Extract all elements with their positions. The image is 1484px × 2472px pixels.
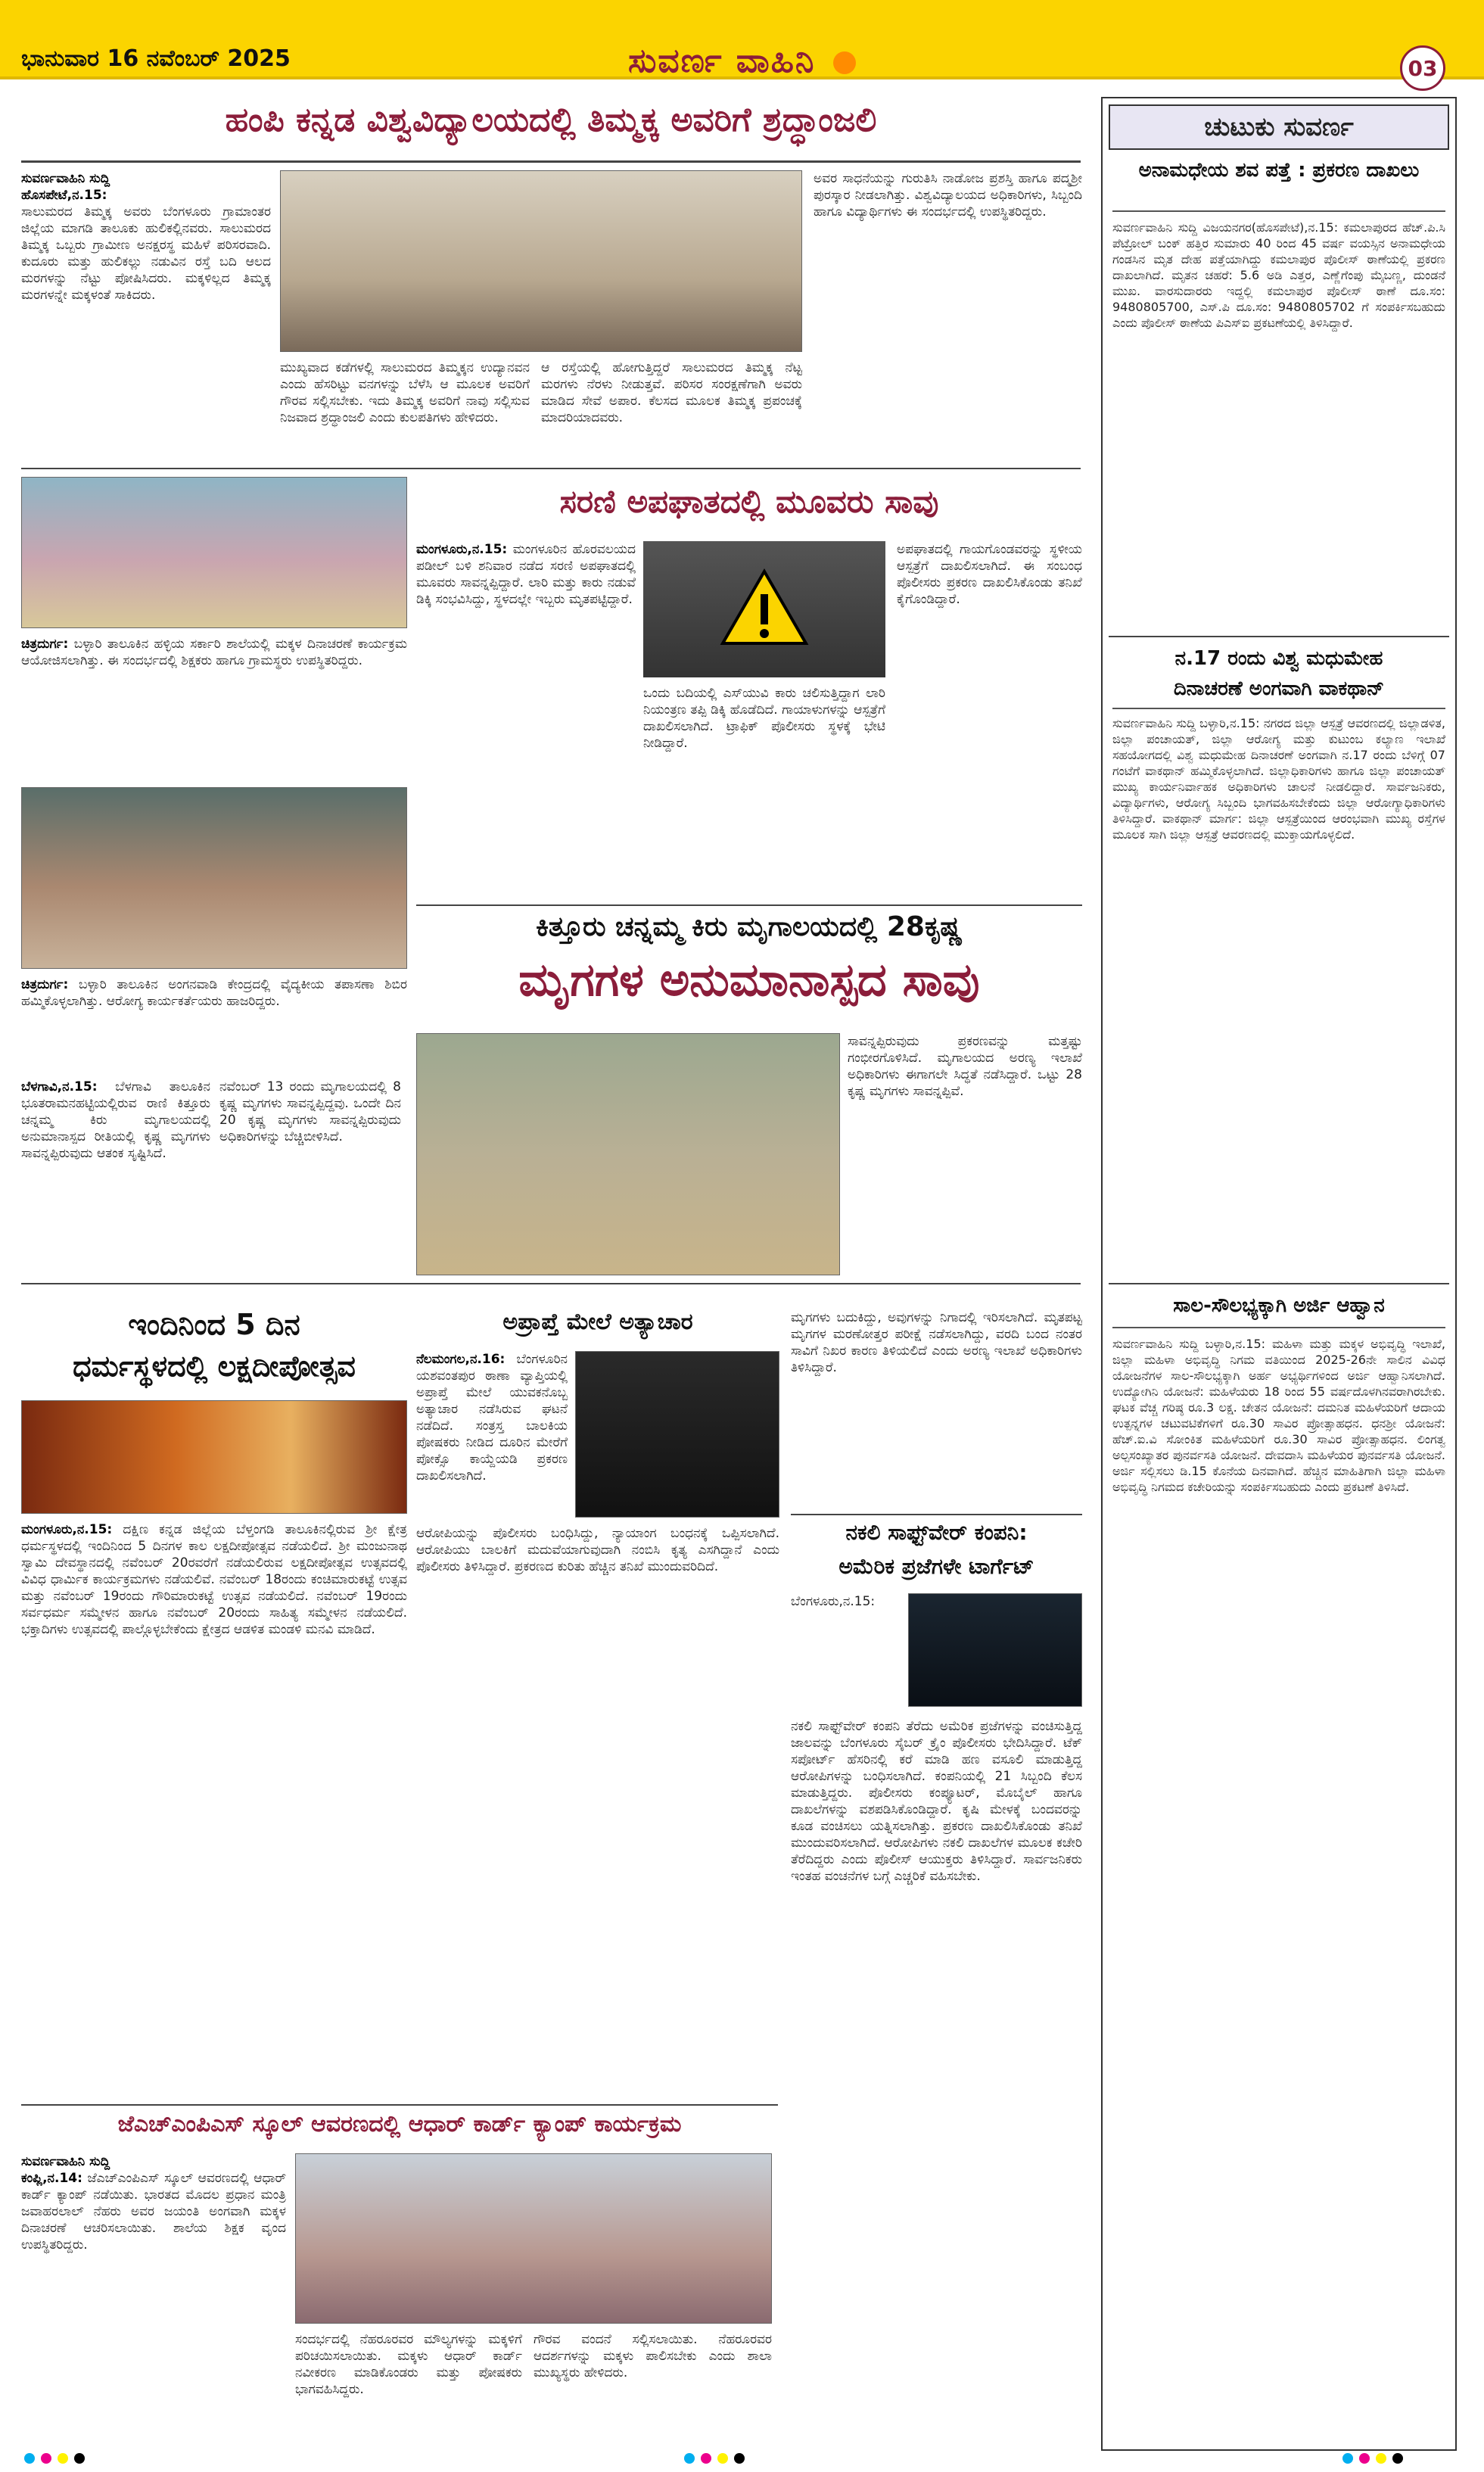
a7-headline: ಅಪ್ರಾಪ್ತೆ ಮೇಲೆ ಅತ್ಯಾಚಾರ: [502, 1309, 693, 1335]
a5-headline-1: ಕಿತ್ತೂರು ಚನ್ನಮ್ಮ ಕಿರು ಮೃಗಾಲಯದಲ್ಲಿ 28ಕೃಷ್ಣ: [536, 912, 963, 942]
a8-place: ಬೆಂಗಳೂರು,ನ.15:: [791, 1594, 876, 1609]
s1-headline: ಅನಾಮಧೇಯ ಶವ ಪತ್ತೆ : ಪ್ರಕರಣ ದಾಖಲು: [1112, 159, 1445, 212]
a2-text1: ಮಂಗಳೂರಿನ ಹೊರವಲಯದ ಪಡೀಲ್ ಬಳಿ ಶನಿವಾರ ನಡೆದ ಸರಣಿ ಅಪಘಾತದಲ್ಲಿ ಮೂವರು ಸಾವನ್ನಪ್ಪಿದ್ದಾರೆ. ಲಾರಿ ಮತ್ತು ಕಾರು ನಡುವೆ ಡಿಕ್ಕಿ ಸಂಭವಿಸಿದ್ದು, ಸ್ಥಳದಲ್ಲೇ ಇಬ್ಬರು ಮೃತಪಟ್ಟಿದ್ದಾರೆ.: [416, 542, 636, 607]
a6-headline-2: ಧರ್ಮಸ್ಥಳದಲ್ಲಿ ಲಕ್ಷದೀಪೋತ್ಸವ: [73, 1351, 356, 1383]
a6-text: ದಕ್ಷಿಣ ಕನ್ನಡ ಜಿಲ್ಲೆಯ ಬೆಳ್ತಂಗಡಿ ತಾಲೂಕಿನಲ್ಲಿರುವ ಶ್ರೀ ಕ್ಷೇತ್ರ ಧರ್ಮಸ್ಥಳದಲ್ಲಿ ಇಂದಿನಿಂದ 5 ದಿನಗಳ ಕಾಲ ಲಕ್ಷದೀಪೋತ್ಸವ ನಡೆಯಲಿದೆ. ಶ್ರೀ ಮಂಜುನಾಥ ಸ್ವಾಮಿ ದೇವಸ್ಥಾನದಲ್ಲಿ ನವೆಂಬರ್ 20ರವರೆಗೆ ನಡೆಯಲಿರುವ ಲಕ್ಷದೀಪೋತ್ಸವ ಉತ್ಸವದಲ್ಲಿ ವಿವಿಧ ಧಾರ್ಮಿಕ ಕಾರ್ಯಕ್ರಮಗಳು ನಡೆಯಲಿವೆ. ನವೆಂಬರ್ 18ರಂದು ಕಂಚಿಮಾರುಕಟ್ಟೆ ಉತ್ಸವ ಮತ್ತು ನವೆಂಬರ್ 19ರಂದು ಗೌರಿಮಾರುಕಟ್ಟೆ ಉತ್ಸವ ನಡೆಯಲಿದೆ. ನವೆಂಬರ್ 19ರಂದು ಸರ್ವಧರ್ಮ ಸಮ್ಮೇಳನ ಹಾಗೂ ನವೆಂಬರ್ 20ರಂದು ಸಾಹಿತ್ಯ ಸಮ್ಮೇಳನ ನಡೆಯಲಿದೆ. ಭಕ್ತಾದಿಗಳು ಉತ್ಸವದಲ್ಲಿ ಪಾಲ್ಗೊಳ್ಳಬೇಕೆಂದು ಕ್ಷೇತ್ರದ ಆಡಳಿತ ಮಂಡಳಿ ಮನವಿ ಮಾಡಿದೆ.: [21, 1522, 407, 1637]
s3-headline: ಸಾಲ-ಸೌಲಭ್ಯಕ್ಕಾಗಿ ಅರ್ಜಿ ಆಹ್ವಾನ: [1112, 1294, 1445, 1328]
a8-photo: [908, 1593, 1082, 1707]
a7-col3: ಮೃಗಗಳು ಬದುಕಿದ್ದು, ಅವುಗಳನ್ನು ನಿಗಾದಲ್ಲಿ ಇರಿಸಲಾಗಿದೆ. ಮೃತಪಟ್ಟ ಮೃಗಗಳ ಮರಣೋತ್ತರ ಪರೀಕ್ಷೆ ನಡೆಸಲಾಗಿದ್ದು, ವರದಿ ಬಂದ ನಂತರ ಸಾವಿಗೆ ನಿಖರ ಕಾರಣ ತಿಳಿಯಲಿದೆ ಎಂದು ಅರಣ್ಯ ಇಲಾಖೆ ಅಧಿಕಾರಿಗಳು ತಿಳಿಸಿದ್ದಾರೆ.: [791, 1310, 1082, 1375]
a2-place: ಮಂಗಳೂರು,ನ.15:: [416, 542, 508, 557]
a9-col2: ಸಂದರ್ಭದಲ್ಲಿ ನೆಹರೂರವರ ಮೌಲ್ಯಗಳನ್ನು ಮಕ್ಕಳಿಗೆ ಪರಿಚಯಿಸಲಾಯಿತು. ಮಕ್ಕಳು ಆಧಾರ್ ಕಾರ್ಡ್ ನವೀಕರಣ ಮಾಡಿಕೊಂಡರು ಮತ್ತು ಪೋಷಕರು ಭಾಗವಹಿಸಿದ್ದರು.: [295, 2332, 522, 2397]
s2-headline-1: ನ.17 ರಂದು ವಿಶ್ವ ಮಧುಮೇಹ: [1174, 647, 1383, 670]
sun-logo-icon: [833, 51, 856, 74]
a9-col1: [21, 2153, 286, 2441]
a5-col3: ಸಾವನ್ನಪ್ಪಿರುವುದು ಪ್ರಕರಣವನ್ನು ಮತ್ತಷ್ಟು ಗಂಭೀರಗೊಳಿಸಿದೆ. ಮೃಗಾಲಯದ ಅರಣ್ಯ ಇಲಾಖೆ ಅಧಿಕಾರಿಗಳು ಈಗಾಗಲೇ ಸಿದ್ಧತೆ ನಡೆಸಿದ್ದಾರೆ. ಒಟ್ಟು 28 ಕೃಷ್ಣ ಮೃಗಗಳು ಸಾವನ್ನಪ್ಪಿವೆ.: [848, 1034, 1082, 1099]
a9-text1: ಜೆಎಚ್‌ಎಂಪಿಎಸ್ ಸ್ಕೂಲ್ ಆವರಣದಲ್ಲಿ ಆಧಾರ್ ಕಾರ್ಡ್ ಕ್ಯಾಂಪ್ ನಡೆಯಿತು. ಭಾರತದ ಮೊದಲ ಪ್ರಧಾನ ಮಂತ್ರಿ ಜವಾಹರಲಾಲ್ ನೆಹರು ಅವರ ಜಯಂತಿ ಅಂಗವಾಗಿ ಮಕ್ಕಳ ದಿನಾಚರಣೆ ಆಚರಿಸಲಾಯಿತು. ಶಾಲೆಯ ಶಿಕ್ಷಕ ವೃಂದ ಉಪಸ್ಥಿತರಿದ್ದರು.: [21, 2171, 286, 2253]
a2-headline: ಸರಣಿ ಅಪಘಾತದಲ್ಲಿ ಮೂವರು ಸಾವು: [559, 484, 939, 520]
registration-marks: [681, 2452, 832, 2467]
a7-text1: ಬೆಂಗಳೂರಿನ ಯಶವಂತಪುರ ಠಾಣಾ ವ್ಯಾಪ್ತಿಯಲ್ಲಿ ಅಪ್ರಾಪ್ತೆ ಮೇಲೆ ಯುವಕನೊಬ್ಬ ಅತ್ಯಾಚಾರ ನಡೆಸಿರುವ ಘಟನೆ ನಡೆದಿದೆ. ಸಂತ್ರಸ್ತ ಬಾಲಕಿಯ ಪೋಷಕರು ನೀಡಿದ ದೂರಿನ ಮೇರೆಗೆ ಪೋಕ್ಸೊ ಕಾಯ್ದೆಯಡಿ ಪ್ರಕರಣ ದಾಖಲಿಸಲಾಗಿದೆ.: [416, 1352, 568, 1484]
a2-col3: ಅಪಘಾತದಲ್ಲಿ ಗಾಯಗೊಂಡವರನ್ನು ಸ್ಥಳೀಯ ಆಸ್ಪತ್ರೆಗೆ ದಾಖಲಿಸಲಾಗಿದೆ. ಈ ಸಂಬಂಧ ಪೊಲೀಸರು ಪ್ರಕರಣ ದಾಖಲಿಸಿಕೊಂಡು ತನಿಖೆ ಕೈಗೊಂಡಿದ್ದಾರೆ.: [897, 542, 1082, 607]
s1-body: ಸುವರ್ಣವಾಹಿನಿ ಸುದ್ದಿ ವಿಜಯನಗರ(ಹೊಸಪೇಟೆ),ನ.15: ಕಮಲಾಪುರದ ಹೆಚ್.ಪಿ.ಸಿ ಪೆಟ್ರೋಲ್ ಬಂಕ್ ಹತ್ತಿರ ಸುಮಾರು 40 ರಿಂದ 45 ವರ್ಷ ವಯಸ್ಸಿನ ಅನಾಮಧೇಯ ಗಂಡಸಿನ ಮೃತ ದೇಹ ಪತ್ತೆಯಾಗಿದ್ದು ಕಮಲಾಪುರ ಪೊಲೀಸ್ ಠಾಣೆಯಲ್ಲಿ ಪ್ರಕರಣ ದಾಖಲಾಗಿದೆ. ಮೃತನ ಚಹರೆ: 5.6 ಅಡಿ ಎತ್ತರ, ಎಣ್ಣೆಗೆಂಪು ಮೈಬಣ್ಣ, ದುಂಡನೆ ಮುಖ. ವಾರಸುದಾರರು ಇದ್ದಲ್ಲಿ ಕಮಲಾಪುರ ಪೊಲೀಸ್ ಠಾಣೆ ದೂ.ಸಂ: 9480805700, ಎಸ್.ಪಿ ದೂ.ಸಂ: 9480805702 ಗೆ ಸಂಪರ್ಕಿಸಬಹುದು ಎಂದು ಪೊಲೀಸ್ ಠಾಣೆಯ ಪಿಎಸ್‌ಐ ಪ್ರಕಟಣೆಯಲ್ಲಿ ತಿಳಿಸಿದ್ದಾರೆ.: [1112, 220, 1445, 330]
divider: [21, 160, 1081, 163]
a4-photo: [21, 787, 407, 969]
registration-marks: [1339, 2452, 1476, 2467]
divider: [1109, 636, 1449, 637]
divider: [21, 2104, 778, 2106]
a5-col2: ನವೆಂಬರ್ 13 ರಂದು ಮೃಗಾಲಯದಲ್ಲಿ 8 ಕೃಷ್ಣ ಮೃಗಗಳು ಸಾವನ್ನಪ್ಪಿದ್ದವು. ಒಂದೇ ದಿನ 20 ಕೃಷ್ಣ ಮೃಗಗಳು ಸಾವನ್ನಪ್ಪಿರುವುದು ಅಧಿಕಾರಿಗಳನ್ನು ಬೆಚ್ಚಿಬೀಳಿಸಿದೆ.: [219, 1079, 401, 1144]
a5-col1: [21, 1079, 210, 1268]
a2-col1: [416, 541, 636, 897]
a9-place: ಕಂಪ್ಲಿ,ನ.14:: [21, 2171, 82, 2186]
a1-place: ಹೊಸಪೇಟೆ,ನ.15:: [21, 188, 107, 203]
a1-col3: ಆ ರಸ್ತೆಯಲ್ಲಿ ಹೋಗುತ್ತಿದ್ದರೆ ಸಾಲುಮರದ ತಿಮ್ಮಕ್ಕ ನೆಟ್ಟ ಮರಗಳು ನೆರಳು ನೀಡುತ್ತವೆ. ಪರಿಸರ ಸಂರಕ್ಷಣೆಗಾಗಿ ಅವರು ಮಾಡಿದ ಸೇವೆ ಅಪಾರ. ಕೆಲಸದ ಮೂಲಕ ತಿಮ್ಮಕ್ಕ ಪ್ರಪಂಚಕ್ಕೆ ಮಾದರಿಯಾದವರು.: [541, 360, 802, 425]
a1-photo: [280, 170, 802, 352]
divider: [416, 904, 1082, 906]
a4-caption: [21, 976, 407, 1067]
a1-col1: [21, 170, 271, 458]
divider: [21, 468, 1081, 469]
a6-headline-1: ಇಂದಿನಿಂದ 5 ದಿನ: [128, 1309, 300, 1341]
divider: [1109, 1283, 1449, 1284]
a3-caption: [21, 636, 407, 764]
a5-headline-2: ಮೃಗಗಳ ಅನುಮಾನಾಸ್ಪದ ಸಾವು: [518, 955, 980, 1007]
a2-col2: ಒಂದು ಬದಿಯಲ್ಲಿ ಎಸ್‌ಯುವಿ ಕಾರು ಚಲಿಸುತ್ತಿದ್ದಾಗ ಲಾರಿ ನಿಯಂತ್ರಣ ತಪ್ಪಿ ಡಿಕ್ಕಿ ಹೊಡೆದಿದೆ. ಗಾಯಾಳುಗಳನ್ನು ಆಸ್ಪತ್ರೆಗೆ ದಾಖಲಿಸಲಾಗಿದೆ. ಟ್ರಾಫಿಕ್ ಪೊಲೀಸರು ಸ್ಥಳಕ್ಕೆ ಭೇಟಿ ನೀಡಿದ್ದಾರೆ.: [643, 686, 885, 751]
registration-marks: [21, 2452, 173, 2467]
a3-place: ಚಿತ್ರದುರ್ಗ:: [21, 637, 69, 652]
a4-text: ಬಳ್ಳಾರಿ ತಾಲೂಕಿನ ಅಂಗನವಾಡಿ ಕೇಂದ್ರದಲ್ಲಿ ವೈದ್ಯಕೀಯ ತಪಾಸಣಾ ಶಿಬಿರ ಹಮ್ಮಿಕೊಳ್ಳಲಾಗಿತ್ತು. ಆರೋಗ್ಯ ಕಾರ್ಯಕರ್ತೆಯರು ಹಾಜರಿದ್ದರು.: [21, 977, 407, 1009]
issue-date: ಭಾನುವಾರ 16 ನವೆಂಬರ್ 2025: [21, 45, 291, 72]
a9-col3: ಗೌರವ ವಂದನೆ ಸಲ್ಲಿಸಲಾಯಿತು. ನೆಹರೂರವರ ಆದರ್ಶಗಳನ್ನು ಮಕ್ಕಳು ಪಾಲಿಸಬೇಕು ಎಂದು ಶಾಲಾ ಮುಖ್ಯಸ್ಥರು ಹೇಳಿದರು.: [534, 2332, 772, 2380]
s3-body: ಸುವರ್ಣವಾಹಿನಿ ಸುದ್ದಿ ಬಳ್ಳಾರಿ,ನ.15: ಮಹಿಳಾ ಮತ್ತು ಮಕ್ಕಳ ಅಭಿವೃದ್ಧಿ ಇಲಾಖೆ, ಜಿಲ್ಲಾ ಮಹಿಳಾ ಅಭಿವೃದ್ಧಿ ನಿಗಮ ವತಿಯಿಂದ 2025-26ನೇ ಸಾಲಿನ ವಿವಿಧ ಯೋಜನೆಗಳ ಸಾಲ-ಸೌಲಭ್ಯಕ್ಕಾಗಿ ಅರ್ಹ ಅಭ್ಯರ್ಥಿಗಳಿಂದ ಅರ್ಜಿ ಆಹ್ವಾನಿಸಲಾಗಿದೆ. ಉದ್ಯೋಗಿನಿ ಯೋಜನೆ: ಮಹಿಳೆಯರು 18 ರಿಂದ 55 ವರ್ಷದೊಳಗಿನವರಾಗಿರಬೇಕು. ಘಟಕ ವೆಚ್ಚ ಗರಿಷ್ಠ ರೂ.3 ಲಕ್ಷ. ಚೇತನ ಯೋಜನೆ: ದಮನಿತ ಮಹಿಳೆಯರಿಗೆ ಆದಾಯ ಉತ್ಪನ್ನಗಳ ಚಟುವಟಿಕೆಗಳಿಗೆ ರೂ.30 ಸಾವಿರ ಪ್ರೋತ್ಸಾಹಧನ. ಧನಶ್ರೀ ಯೋಜನೆ: ಹೆಚ್.ಐ.ವಿ ಸೋಂಕಿತ ಮಹಿಳೆಯರಿಗೆ ರೂ.30 ಸಾವಿರ ಪ್ರೋತ್ಸಾಹಧನ. ಲಿಂಗತ್ವ ಅಲ್ಪಸಂಖ್ಯಾತರ ಪುನರ್ವಸತಿ ಯೋಜನೆ. ದೇವದಾಸಿ ಮಹಿಳೆಯರ ಪುನರ್ವಸತಿ ಯೋಜನೆ. ಅರ್ಜಿ ಸಲ್ಲಿಸಲು ಡಿ.15 ಕೊನೆಯ ದಿನವಾಗಿದೆ. ಹೆಚ್ಚಿನ ಮಾಹಿತಿಗಾಗಿ ಜಿಲ್ಲಾ ಮಹಿಳಾ ಅಭಿವೃದ್ಧಿ ನಿಗಮದ ಕಚೇರಿಯನ್ನು ಸಂಪರ್ಕಿಸಬಹುದು ಎಂದು ಪ್ರಕಟಣೆ ತಿಳಿಸಿದೆ.: [1112, 1337, 1445, 1494]
a7-col2: ಆರೋಪಿಯನ್ನು ಪೊಲೀಸರು ಬಂಧಿಸಿದ್ದು, ನ್ಯಾಯಾಂಗ ಬಂಧನಕ್ಕೆ ಒಪ್ಪಿಸಲಾಗಿದೆ. ಆರೋಪಿಯು ಬಾಲಕಿಗೆ ಮದುವೆಯಾಗುವುದಾಗಿ ನಂಬಿಸಿ ಕೃತ್ಯ ಎಸಗಿದ್ದಾನೆ ಎಂದು ಪೊಲೀಸರು ತಿಳಿಸಿದ್ದಾರೆ. ಪ್ರಕರಣದ ಕುರಿತು ಹೆಚ್ಚಿನ ತನಿಖೆ ಮುಂದುವರಿದಿದೆ.: [416, 1526, 779, 1574]
a8-headline-2: ಅಮೆರಿಕ ಪ್ರಜೆಗಳೇ ಟಾರ್ಗೆಟ್: [838, 1555, 1034, 1579]
a9-photo: [295, 2153, 772, 2324]
a7-photo: [575, 1351, 779, 1518]
a6-body: [21, 1521, 407, 2097]
a8-headline-1: ನಕಲಿ ಸಾಫ್ಟ್‌ವೇರ್ ಕಂಪನಿ:: [845, 1521, 1028, 1545]
a3-text: ಬಳ್ಳಾರಿ ತಾಲೂಕಿನ ಹಳ್ಳಿಯ ಸರ್ಕಾರಿ ಶಾಲೆಯಲ್ಲಿ ಮಕ್ಕಳ ದಿನಾಚರಣೆ ಕಾರ್ಯಕ್ರಮ ಆಯೋಜಿಸಲಾಗಿತ್ತು. ಈ ಸಂದರ್ಭದಲ್ಲಿ ಶಿಕ್ಷಕರು ಹಾಗೂ ಗ್ರಾಮಸ್ಥರು ಉಪಸ್ಥಿತರಿದ್ದರು.: [21, 637, 407, 668]
a4-place: ಚಿತ್ರದುರ್ಗ:: [21, 977, 69, 992]
a1-text1: ಸಾಲುಮರದ ತಿಮ್ಮಕ್ಕ ಅವರು ಬೆಂಗಳೂರು ಗ್ರಾಮಾಂತರ ಜಿಲ್ಲೆಯ ಮಾಗಡಿ ತಾಲೂಕು ಹುಲಿಕಲ್ಲಿನವರು. ಸಾಲುಮರದ ತಿಮ್ಮಕ್ಕ ಒಬ್ಬರು ಗ್ರಾಮೀಣ ಅನಕ್ಷರಸ್ಥ ಮಹಿಳೆ ಪರಿಸರವಾದಿ. ಕುದೂರು ಮತ್ತು ಹುಲಿಕಲ್ಲು ನಡುವಿನ ರಸ್ತೆ ಬದಿ ಆಲದ ಮರಗಳನ್ನು ನೆಟ್ಟು ಪೋಷಿಸಿದರು. ಮಕ್ಕಳಿಲ್ಲದ ತಿಮ್ಮಕ್ಕ ಮರಗಳನ್ನೇ ಮಕ್ಕಳಂತೆ ಸಾಕಿದರು.: [21, 204, 271, 303]
a7-col1: [416, 1351, 568, 1525]
accident-warning-icon: [643, 541, 885, 677]
a1-col4: ಅವರ ಸಾಧನೆಯನ್ನು ಗುರುತಿಸಿ ನಾಡೋಜ ಪ್ರಶಸ್ತಿ ಹಾಗೂ ಪದ್ಮಶ್ರೀ ಪುರಸ್ಕಾರ ನೀಡಲಾಗಿತ್ತು. ವಿಶ್ವವಿದ್ಯಾಲಯದ ಅಧಿಕಾರಿಗಳು, ಸಿಬ್ಬಂದಿ ಹಾಗೂ ವಿದ್ಯಾರ್ಥಿಗಳು ಈ ಸಂದರ್ಭದಲ್ಲಿ ಉಪಸ್ಥಿತರಿದ್ದರು.: [814, 171, 1082, 219]
a6-place: ಮಂಗಳೂರು,ನ.15:: [21, 1522, 113, 1537]
a5-text1: ಬೆಳಗಾವಿ ತಾಲೂಕಿನ ಭೂತರಾಮನಹಟ್ಟಿಯಲ್ಲಿರುವ ರಾಣಿ ಕಿತ್ತೂರು ಚನ್ನಮ್ಮ ಕಿರು ಮೃಗಾಲಯದಲ್ಲಿ ಅನುಮಾನಾಸ್ಪದ ರೀತಿಯಲ್ಲಿ ಕೃಷ್ಣ ಮೃಗಗಳು ಸಾವನ್ನಪ್ಪಿರುವುದು ಆತಂಕ ಸೃಷ್ಟಿಸಿದೆ.: [21, 1079, 210, 1161]
divider: [21, 1283, 1081, 1284]
s2-body: ಸುವರ್ಣವಾಹಿನಿ ಸುದ್ದಿ ಬಳ್ಳಾರಿ,ನ.15: ನಗರದ ಜಿಲ್ಲಾ ಆಸ್ಪತ್ರೆ ಆವರಣದಲ್ಲಿ ಜಿಲ್ಲಾಡಳಿತ, ಜಿಲ್ಲಾ ಪಂಚಾಯತ್, ಜಿಲ್ಲಾ ಆರೋಗ್ಯ ಮತ್ತು ಕುಟುಂಬ ಕಲ್ಯಾಣ ಇಲಾಖೆ ಸಹಯೋಗದಲ್ಲಿ ವಿಶ್ವ ಮಧುಮೇಹ ದಿನಾಚರಣೆ ಅಂಗವಾಗಿ ನ.17 ರಂದು ಬೆಳಿಗ್ಗೆ 07 ಗಂಟೆಗೆ ವಾಕಥಾನ್ ಹಮ್ಮಿಕೊಳ್ಳಲಾಗಿದೆ. ಜಿಲ್ಲಾಧಿಕಾರಿಗಳು ಹಾಗೂ ಜಿಲ್ಲಾ ಪಂಚಾಯತ್ ಮುಖ್ಯ ಕಾರ್ಯನಿರ್ವಾಹಕ ಅಧಿಕಾರಿಗಳು ಚಾಲನೆ ನೀಡಲಿದ್ದಾರೆ. ಸಾರ್ವಜನಿಕರು, ವಿದ್ಯಾರ್ಥಿಗಳು, ಆರೋಗ್ಯ ಸಿಬ್ಬಂದಿ ಭಾಗವಹಿಸಬೇಕೆಂದು ಜಿಲ್ಲಾ ಆರೋಗ್ಯಾಧಿಕಾರಿಗಳು ತಿಳಿಸಿದ್ದಾರೆ. ವಾಕಥಾನ್ ಮಾರ್ಗ: ಜಿಲ್ಲಾ ಆಸ್ಪತ್ರೆಯಿಂದ ಆರಂಭವಾಗಿ ಮುಖ್ಯ ರಸ್ತೆಗಳ ಮೂಲಕ ಸಾಗಿ ಜಿಲ್ಲಾ ಆಸ್ಪತ್ರೆ ಆವರಣದಲ್ಲಿ ಮುಕ್ತಾಯಗೊಳ್ಳಲಿದೆ.: [1112, 716, 1445, 842]
divider: [791, 1514, 1082, 1515]
a7-place: ನೆಲಮಂಗಲ,ನ.16:: [416, 1352, 506, 1367]
a9-headline: ಜೆಎಚ್‌ಎಂಪಿಎಸ್ ಸ್ಕೂಲ್ ಆವರಣದಲ್ಲಿ ಆಧಾರ್ ಕಾರ್ಡ್ ಕ್ಯಾಂಪ್ ಕಾರ್ಯಕ್ರಮ: [117, 2112, 682, 2137]
a8-body: ನಕಲಿ ಸಾಫ್ಟ್‌ವೇರ್ ಕಂಪನಿ ತೆರೆದು ಅಮೆರಿಕ ಪ್ರಜೆಗಳನ್ನು ವಂಚಿಸುತ್ತಿದ್ದ ಜಾಲವನ್ನು ಬೆಂಗಳೂರು ಸೈಬರ್ ಕ್ರೈಂ ಪೊಲೀಸರು ಭೇದಿಸಿದ್ದಾರೆ. ಟೆಕ್ ಸಪೋರ್ಟ್ ಹೆಸರಿನಲ್ಲಿ ಕರೆ ಮಾಡಿ ಹಣ ವಸೂಲಿ ಮಾಡುತ್ತಿದ್ದ ಆರೋಪಿಗಳನ್ನು ಬಂಧಿಸಲಾಗಿದೆ. ಕಂಪನಿಯಲ್ಲಿ 21 ಸಿಬ್ಬಂದಿ ಕೆಲಸ ಮಾಡುತ್ತಿದ್ದರು. ಪೊಲೀಸರು ಕಂಪ್ಯೂಟರ್, ಮೊಬೈಲ್ ಹಾಗೂ ದಾಖಲೆಗಳನ್ನು ವಶಪಡಿಸಿಕೊಂಡಿದ್ದಾರೆ. ಕೃಷಿ ಮೇಳಕ್ಕೆ ಬಂದವರನ್ನು ಕೂಡ ವಂಚಿಸಲು ಯತ್ನಿಸಲಾಗಿತ್ತು. ಪ್ರಕರಣ ದಾಖಲಿಸಿಕೊಂಡು ತನಿಖೆ ಮುಂದುವರಿಸಲಾಗಿದೆ. ಆರೋಪಿಗಳು ನಕಲಿ ದಾಖಲೆಗಳ ಮೂಲಕ ಕಚೇರಿ ತೆರೆದಿದ್ದರು ಎಂದು ಪೊಲೀಸ್ ಆಯುಕ್ತರು ತಿಳಿಸಿದ್ದಾರೆ. ಸಾರ್ವಜನಿಕರು ಇಂತಹ ವಂಚನೆಗಳ ಬಗ್ಗೆ ಎಚ್ಚರಿಕೆ ವಹಿಸಬೇಕು.: [791, 1719, 1082, 1884]
a1-col2: ಮುಖ್ಯವಾದ ಕಡೆಗಳಲ್ಲಿ ಸಾಲುಮರದ ತಿಮ್ಮಕ್ಕನ ಉದ್ಯಾನವನ ಎಂದು ಹೆಸರಿಟ್ಟು ವನಗಳನ್ನು ಬೆಳೆಸಿ ಆ ಮೂಲಕ ಅವರಿಗೆ ಗೌರವ ಸಲ್ಲಿಸಬೇಕು. ಇದು ತಿಮ್ಮಕ್ಕ ಅವರಿಗೆ ನಾವು ಸಲ್ಲಿಸುವ ನಿಜವಾದ ಶ್ರದ್ಧಾಂಜಲಿ ಎಂದು ಕುಲಪತಿಗಳು ಹೇಳಿದರು.: [280, 360, 530, 425]
a9-byline: ಸುವರ್ಣವಾಹಿನಿ ಸುದ್ದಿ: [21, 2154, 110, 2169]
brand-name: ಸುವರ್ಣ ವಾಹಿನಿ: [628, 42, 816, 80]
a1-headline: ಹಂಪಿ ಕನ್ನಡ ವಿಶ್ವವಿದ್ಯಾಲಯದಲ್ಲಿ ತಿಮ್ಮಕ್ಕ ಅವರಿಗೆ ಶ್ರದ್ಧಾಂಜಲಿ: [225, 102, 877, 139]
a5-photo: [416, 1033, 840, 1275]
s2-headline-2: ದಿನಾಚರಣೆ ಅಂಗವಾಗಿ ವಾಕಥಾನ್: [1112, 677, 1445, 709]
newspaper-brand: [628, 42, 856, 80]
a5-place: ಬೆಳಗಾವಿ,ನ.15:: [21, 1079, 98, 1094]
a3-photo: [21, 477, 407, 628]
a6-photo: [21, 1400, 407, 1514]
sidebar-header: ಚುಟುಕು ಸುವರ್ಣ: [1109, 104, 1449, 150]
a1-byline: ಸುವರ್ಣವಾಹಿನಿ ಸುದ್ದಿ: [21, 171, 110, 186]
page-number: 03: [1400, 45, 1445, 91]
